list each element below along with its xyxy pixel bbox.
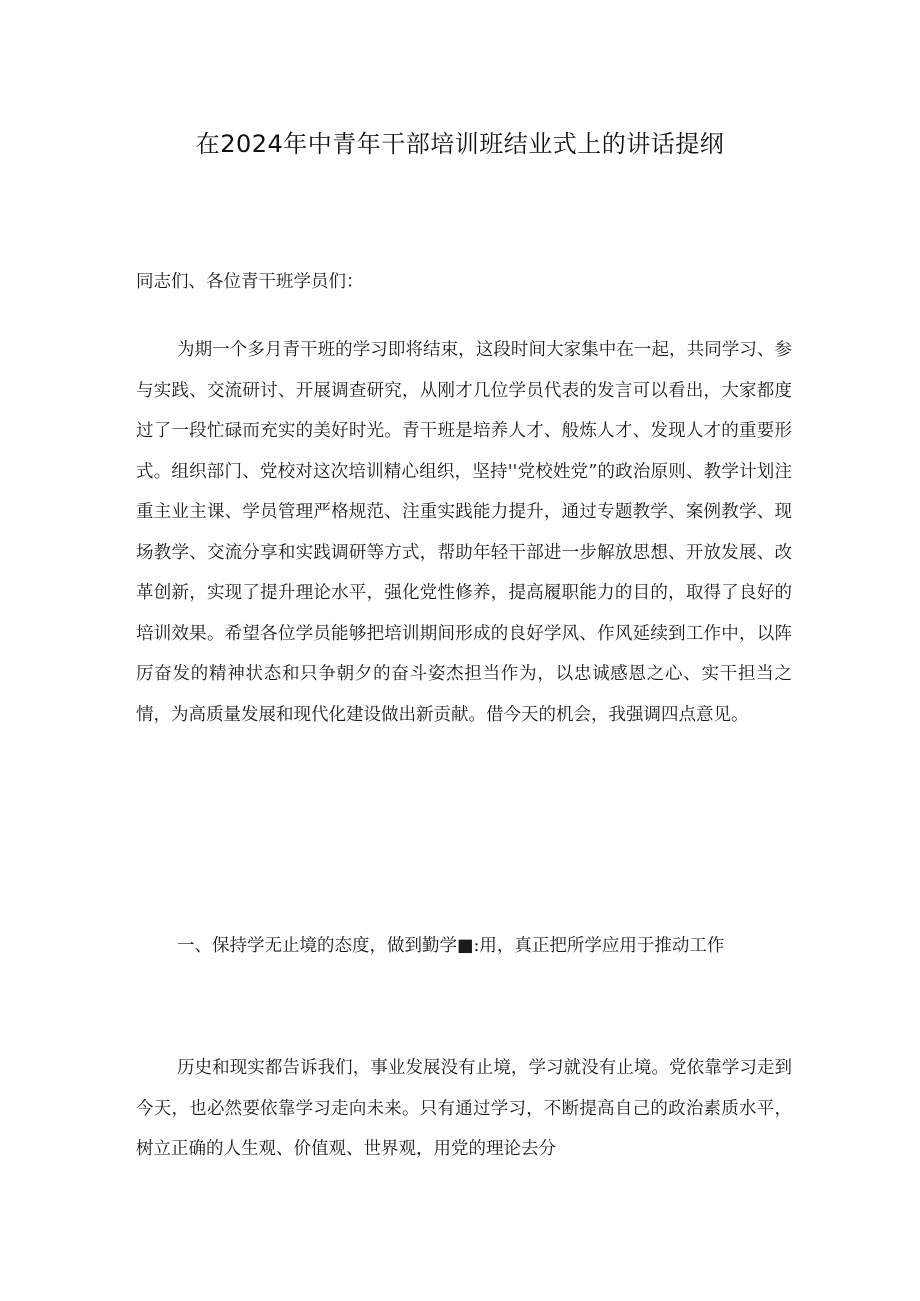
paragraph-section-1: 历史和现实都告诉我们，事业发展没有止境，学习就没有止境。党依靠学习走到今天，也必然要依靠学习走向未来。只有通过学习，不断提高自己的政治素质水平，树立正确的人生观、价值观、世界观，用党的理论去分 (136, 1058, 792, 1159)
salutation: 同志们、各位青干班学员们： (136, 272, 364, 292)
section-heading-1: 一、保持学无止境的态度，做到勤学■:用，真正把所学应用于推动工作 (177, 936, 725, 956)
paragraph-opening: 为期一个多月青干班的学习即将结束，这段时间大家集中在一起，共同学习、参与实践、交流研讨、开展调查研究，从刚才几位学员代表的发言可以看出，大家都度过了一段忙碌而充实的美好时光。青干班是培养人才、般炼人才、发现人才的重要形式。组织部门、党校对这次培训精心组织，坚持''党校姓党”的政治原则、教学计划注重主业主课、学员管理严格规范、注重实践能力提升，通过专题教学、案例教学、现场教学、交流分享和实践调研等方式，帮助年轻干部进一步解放思想、开放发展、改革创新，实现了提升理论水平，强化党性修养，提高履职能力的目的，取得了良好的培训效果。希望各位学员能够把培训期间形成的良好学风、作风延续到工作中，以阵厉奋发的精神状态和只争朝夕的奋斗姿杰担当作为，以忠诚感恩之心、实干担当之情，为高质量发展和现代化建设做出新贡献。借今天的机会，我强调四点意见。 (136, 340, 792, 725)
document-title: 在2024年中青年干部培训班结业式上的讲话提纲 (195, 130, 725, 158)
